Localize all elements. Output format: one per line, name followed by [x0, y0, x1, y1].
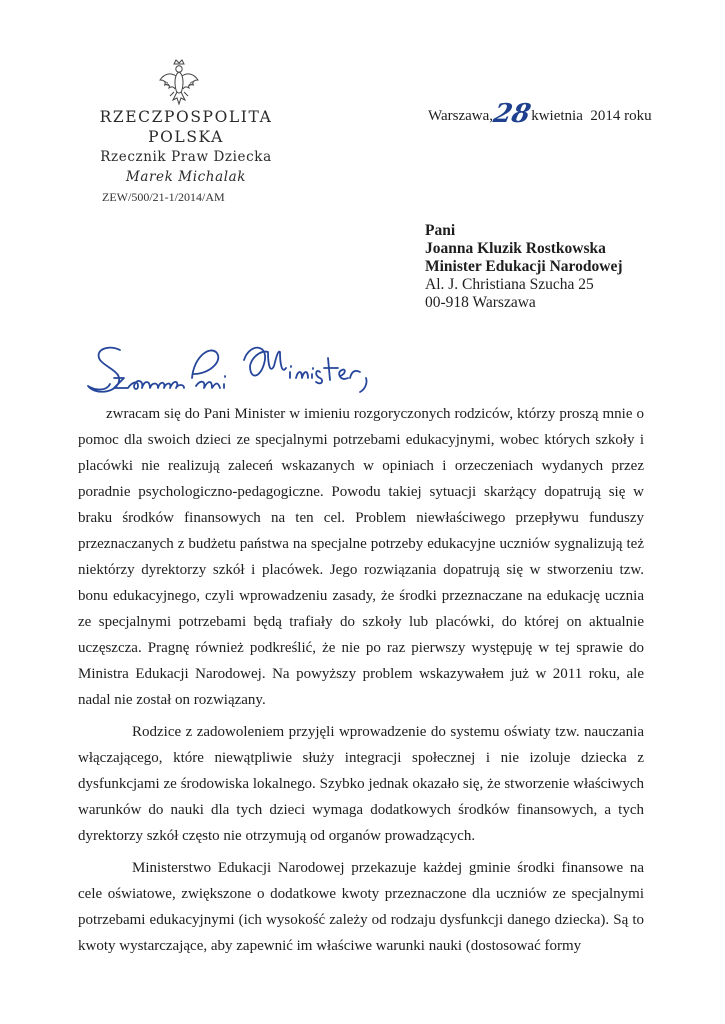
body-paragraph-1: zwracam się do Pani Minister w imieniu rozgoryczonych rodziców, którzy proszą mnie o pomoc dla swoich dzieci ze specjalnymi potrzebami edukacyjnymi, wobec których szkoły i placówki nie realizują zaleceń wskazanych w opiniach i orzeczeniach wydanych przez poradnie psychologiczno-pedagogiczne. Powodu takiej sytuacji skarżący dopatrują się w braku środków finansowych na ten cel. Problem niewłaściwego przepływu funduszy przeznaczanych z budżetu państwa na specjalne potrzeby edukacyjne uczniów sygnalizują też niektórzy dyrektorzy szkół i placówek. Jego rozwiązania dopatrują się w stworzeniu tzw. bonu edukacyjnego, czyli wprowadzeniu zasady, że środki przeznaczane na edukację ucznia ze specjalnymi potrzebami będą trafiały do szkoły lub placówki, do której on aktualnie uczęszcza. Pragnę również podkreślić, że nie po raz pierwszy występuję w tej sprawie do Ministra Edukacji Narodowej. Na powyższy problem wskazywałem już w 2011 roku, ale nadal nie został on rozwiązany. [78, 406, 644, 708]
recipient-salutation: Pani [425, 222, 456, 239]
recipient-city: 00-918 Warszawa [425, 294, 536, 311]
institution-name: RZECZPOSPOLITA POLSKA [99, 108, 273, 146]
date-day-handwritten: 28 [490, 99, 534, 129]
date-month-year: kwietnia 2014 roku [531, 108, 652, 124]
letter-body [78, 401, 644, 965]
polish-eagle-icon [158, 58, 200, 108]
date-city: Warszawa, [428, 108, 494, 124]
handwritten-salutation [84, 338, 384, 410]
body-paragraph-2: Rodzice z zadowoleniem przyjęli wprowadzenie do systemu oświaty tzw. nauczania włączającego, które niewątpliwie służy integracji społecznej i nie izoluje dziecka z dysfunkcjami ze środowiska lokalnego. Szybko jednak okazało się, że stworzenie właściwych warunków do nauki dla tych dzieci wymaga dodatkowych środków finansowych, a tych dyrektorzy szkół często nie otrzymują od organów prowadzących. [78, 724, 644, 844]
recipient-block [425, 222, 622, 312]
reference-number: ZEW/500/21-1/2014/AM [102, 190, 225, 204]
body-paragraph-3: Ministerstwo Edukacji Narodowej przekazuje każdej gminie środki finansowe na cele oświatowe, zwiększone o dodatkowe kwoty przeznaczone dla uczniów ze specjalnymi potrzebami edukacyjnymi (ich wysokość zależy od rodzaju dysfunkcji danego dziecka). Są to kwoty wystarczające, aby zapewnić im właściwe warunki nauki (dostosować formy [78, 860, 644, 954]
recipient-title: Minister Edukacji Narodowej [425, 258, 623, 275]
institution-person: Marek Michalak [125, 169, 247, 185]
institution-block [76, 107, 296, 187]
institution-role: Rzecznik Praw Dziecka [100, 149, 272, 165]
recipient-street: Al. J. Christiana Szucha 25 [425, 276, 594, 293]
recipient-name: Joanna Kluzik Rostkowska [425, 240, 606, 257]
letter-date [428, 99, 652, 129]
